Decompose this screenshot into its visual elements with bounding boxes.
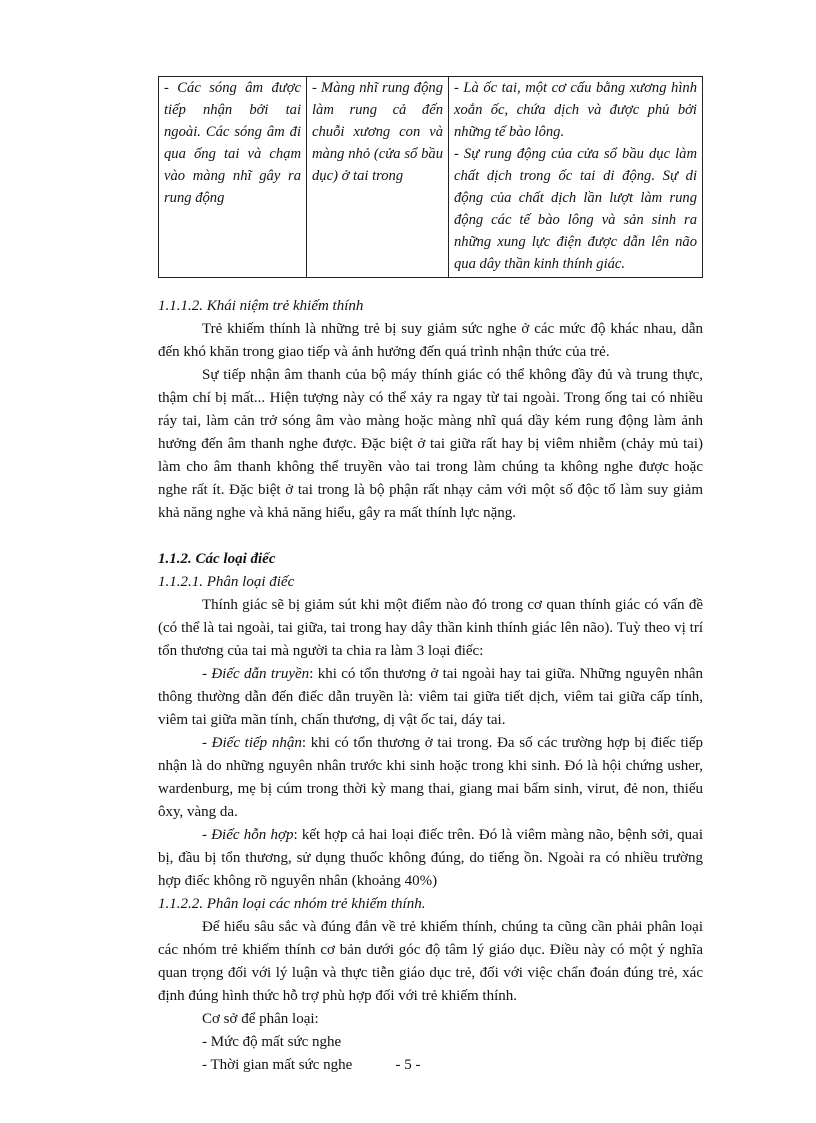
table-cell-outer-ear: - Các sóng âm được tiếp nhận bởi tai ngoài. Các sóng âm đi qua ống tai và chạm vào màng nhĩ gây ra rung động	[159, 77, 307, 278]
paragraph: Để hiểu sâu sắc và đúng đắn về trẻ khiếm thính, chúng ta cũng cần phải phân loại các nhóm trẻ khiếm thính cơ bản dưới góc độ tâm lý giáo dục. Điều này có một ý nghĩa quan trọng đối với lý luận và thực tiễn giáo dục trẻ, đối với việc chẩn đoán đúng trẻ, xác định đúng hình thức hỗ trợ phù hợp đối với trẻ khiếm thính.	[158, 919, 703, 1004]
paragraph: Trẻ khiếm thính là những trẻ bị suy giảm sức nghe ở các mức độ khác nhau, dẫn đến khó khăn trong giao tiếp và ảnh hưởng đến quá trình nhận thức của trẻ.	[158, 321, 703, 360]
paragraph: Thính giác sẽ bị giảm sút khi một điểm nào đó trong cơ quan thính giác có vấn đề (có thể là tai ngoài, tai giữa, tai trong hay dây thần kinh thính giác lên não). Tuỳ theo vị trí tổn thương của tai mà người ta chia ra làm 3 loại điếc:	[158, 597, 703, 659]
page-number: - 5 -	[395, 1057, 421, 1073]
basis-label: Cơ sở để phân loại:	[202, 1011, 319, 1027]
basis-item: - Mức độ mất sức nghe	[202, 1034, 342, 1050]
item-text: : khi có tổn thương ở tai trong. Đa số các trường hợp bị điếc tiếp nhận là do những nguyên nhân trước khi sinh hoặc trong khi sinh. Đó là hội chứng usher, wardenburg, mẹ bị cúm trong thời kỳ mang thai, giang mai bẩm sinh, virut, đẻ non, thiếu ôxy, vàng da.	[158, 735, 704, 820]
inner-ear-text-a: - Là ốc tai, một cơ cấu bằng xương hình xoắn ốc, chứa dịch và được phủ bởi những tế bào lông.	[454, 80, 697, 140]
item-label: - Điếc dẫn truyền	[202, 666, 310, 682]
table-cell-inner-ear	[449, 77, 703, 278]
basis-item: - Thời gian mất sức nghe	[202, 1057, 353, 1073]
heading-1112: 1.1.1.2. Khái niệm trẻ khiếm thính	[158, 298, 364, 314]
item-label: - Điếc tiếp nhận	[202, 735, 302, 751]
list-item-conductive	[158, 663, 703, 732]
document-body	[158, 295, 703, 1077]
list-item-sensorineural	[158, 732, 703, 824]
item-text: : kết hợp cả hai loại điếc trên. Đó là viêm màng não, bệnh sởi, quai bị, đầu bị tổn thương, sử dụng thuốc không đúng, do tiếng ồn. Ngoài ra có nhiều trường hợp điếc không rõ nguyên nhân (khoảng 40%)	[158, 827, 703, 889]
inner-ear-text-b: - Sự rung động của cửa sổ bầu dục làm chất dịch trong ốc tai di động. Sự di động của chất dịch lần lượt làm rung động các tế bào lông và sản sinh ra những xung lực điện được dẫn lên não qua dây thần kinh thính giác.	[454, 146, 697, 272]
heading-112: 1.1.2. Các loại điếc	[158, 551, 276, 567]
heading-1121: 1.1.2.1. Phân loại điếc	[158, 574, 295, 590]
list-item-mixed	[158, 824, 703, 893]
paragraph: Sự tiếp nhận âm thanh của bộ máy thính giác có thể không đầy đủ và trung thực, thậm chí bị mất... Hiện tượng này có thể xảy ra ngay từ tai ngoài. Trong ống tai có nhiều ráy tai, làm cản trở sóng âm vào màng hoặc màng nhĩ quá dầy kém rung động làm ảnh hưởng đến âm thanh nghe được. Đặc biệt ở tai giữa rất hay bị viêm nhiễm (chảy mủ tai) làm cho âm thanh không thể truyền vào tai trong làm chúng ta không nghe được hoặc nghe rất ít. Đặc biệt ở tai trong là bộ phận rất nhạy cảm với một số độc tố làm suy giảm khả năng nghe và khả năng hiểu, gây ra mất thính lực nặng.	[158, 367, 703, 521]
table-row	[159, 77, 703, 278]
item-label: - Điếc hỗn hợp	[202, 827, 294, 843]
heading-1122: 1.1.2.2. Phân loại các nhóm trẻ khiếm thính.	[158, 896, 426, 912]
item-text: : khi có tổn thương ở tai ngoài hay tai giữa. Những nguyên nhân thông thường dẫn đến điếc dẫn truyền là: viêm tai giữa tiết dịch, viêm tai giữa cấp tính, viêm tai giữa mãn tính, chấn thương, dị vật ốc tai, dáy tai.	[158, 666, 703, 728]
ear-function-table	[158, 76, 703, 278]
table-cell-middle-ear: - Màng nhĩ rung động làm rung cả đến chuỗi xương con và màng nhỏ (cửa sổ bầu dục) ở tai trong	[307, 77, 449, 278]
